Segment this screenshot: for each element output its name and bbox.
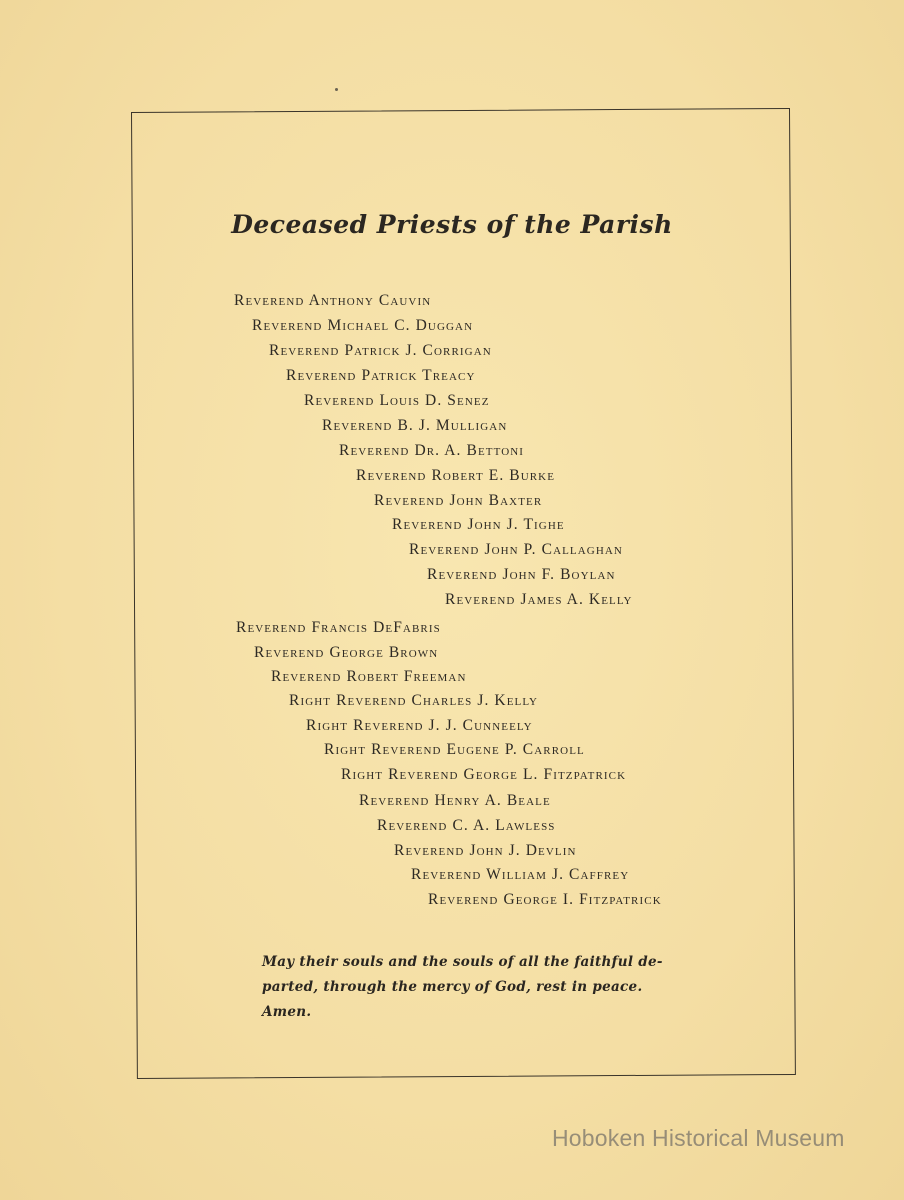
priest-entry: Reverend John J. Devlin bbox=[394, 842, 577, 859]
priest-entry: Reverend John J. Tighe bbox=[392, 516, 565, 533]
priest-entry: Reverend B. J. Mulligan bbox=[322, 417, 508, 434]
priest-entry: Reverend George I. Fitzpatrick bbox=[428, 891, 662, 908]
priest-entry: Right Reverend J. J. Cunneely bbox=[306, 717, 533, 734]
priest-entry: Right Reverend Eugene P. Carroll bbox=[324, 741, 585, 758]
closing-prayer-line: parted, through the mercy of God, rest in peace. Amen. bbox=[262, 979, 643, 1020]
priest-entry: Reverend C. A. Lawless bbox=[377, 817, 556, 834]
priest-entry: Reverend John F. Boylan bbox=[427, 566, 616, 583]
priest-entry: Reverend John Baxter bbox=[374, 492, 543, 509]
priest-entry: Reverend John P. Callaghan bbox=[409, 541, 623, 558]
priest-entry: Reverend Robert Freeman bbox=[271, 668, 467, 685]
page-title: Deceased Priests of the Parish bbox=[231, 210, 673, 239]
priest-entry: Reverend Henry A. Beale bbox=[359, 792, 551, 809]
priest-entry: Reverend Patrick Treacy bbox=[286, 367, 476, 384]
museum-watermark: Hoboken Historical Museum bbox=[552, 1125, 845, 1151]
closing-prayer-line: May their souls and the souls of all the faithful de- bbox=[262, 954, 663, 970]
priest-entry: Reverend Francis DeFabris bbox=[236, 619, 441, 636]
priest-entry: Reverend Louis D. Senez bbox=[304, 392, 490, 409]
priest-entry: Reverend William J. Caffrey bbox=[411, 866, 630, 883]
priest-entry: Reverend James A. Kelly bbox=[445, 591, 633, 608]
priest-entry: Reverend Dr. A. Bettoni bbox=[339, 442, 525, 459]
priest-entry: Reverend Robert E. Burke bbox=[356, 467, 556, 484]
priest-entry: Reverend Patrick J. Corrigan bbox=[269, 342, 492, 359]
priest-entry: Reverend Anthony Cauvin bbox=[234, 292, 432, 309]
priest-entry: Reverend George Brown bbox=[254, 644, 439, 661]
priest-entry: Right Reverend George L. Fitzpatrick bbox=[341, 766, 627, 783]
closing-prayer bbox=[262, 950, 672, 1025]
priest-entry: Reverend Michael C. Duggan bbox=[252, 317, 474, 334]
priest-entry: Right Reverend Charles J. Kelly bbox=[289, 692, 539, 709]
